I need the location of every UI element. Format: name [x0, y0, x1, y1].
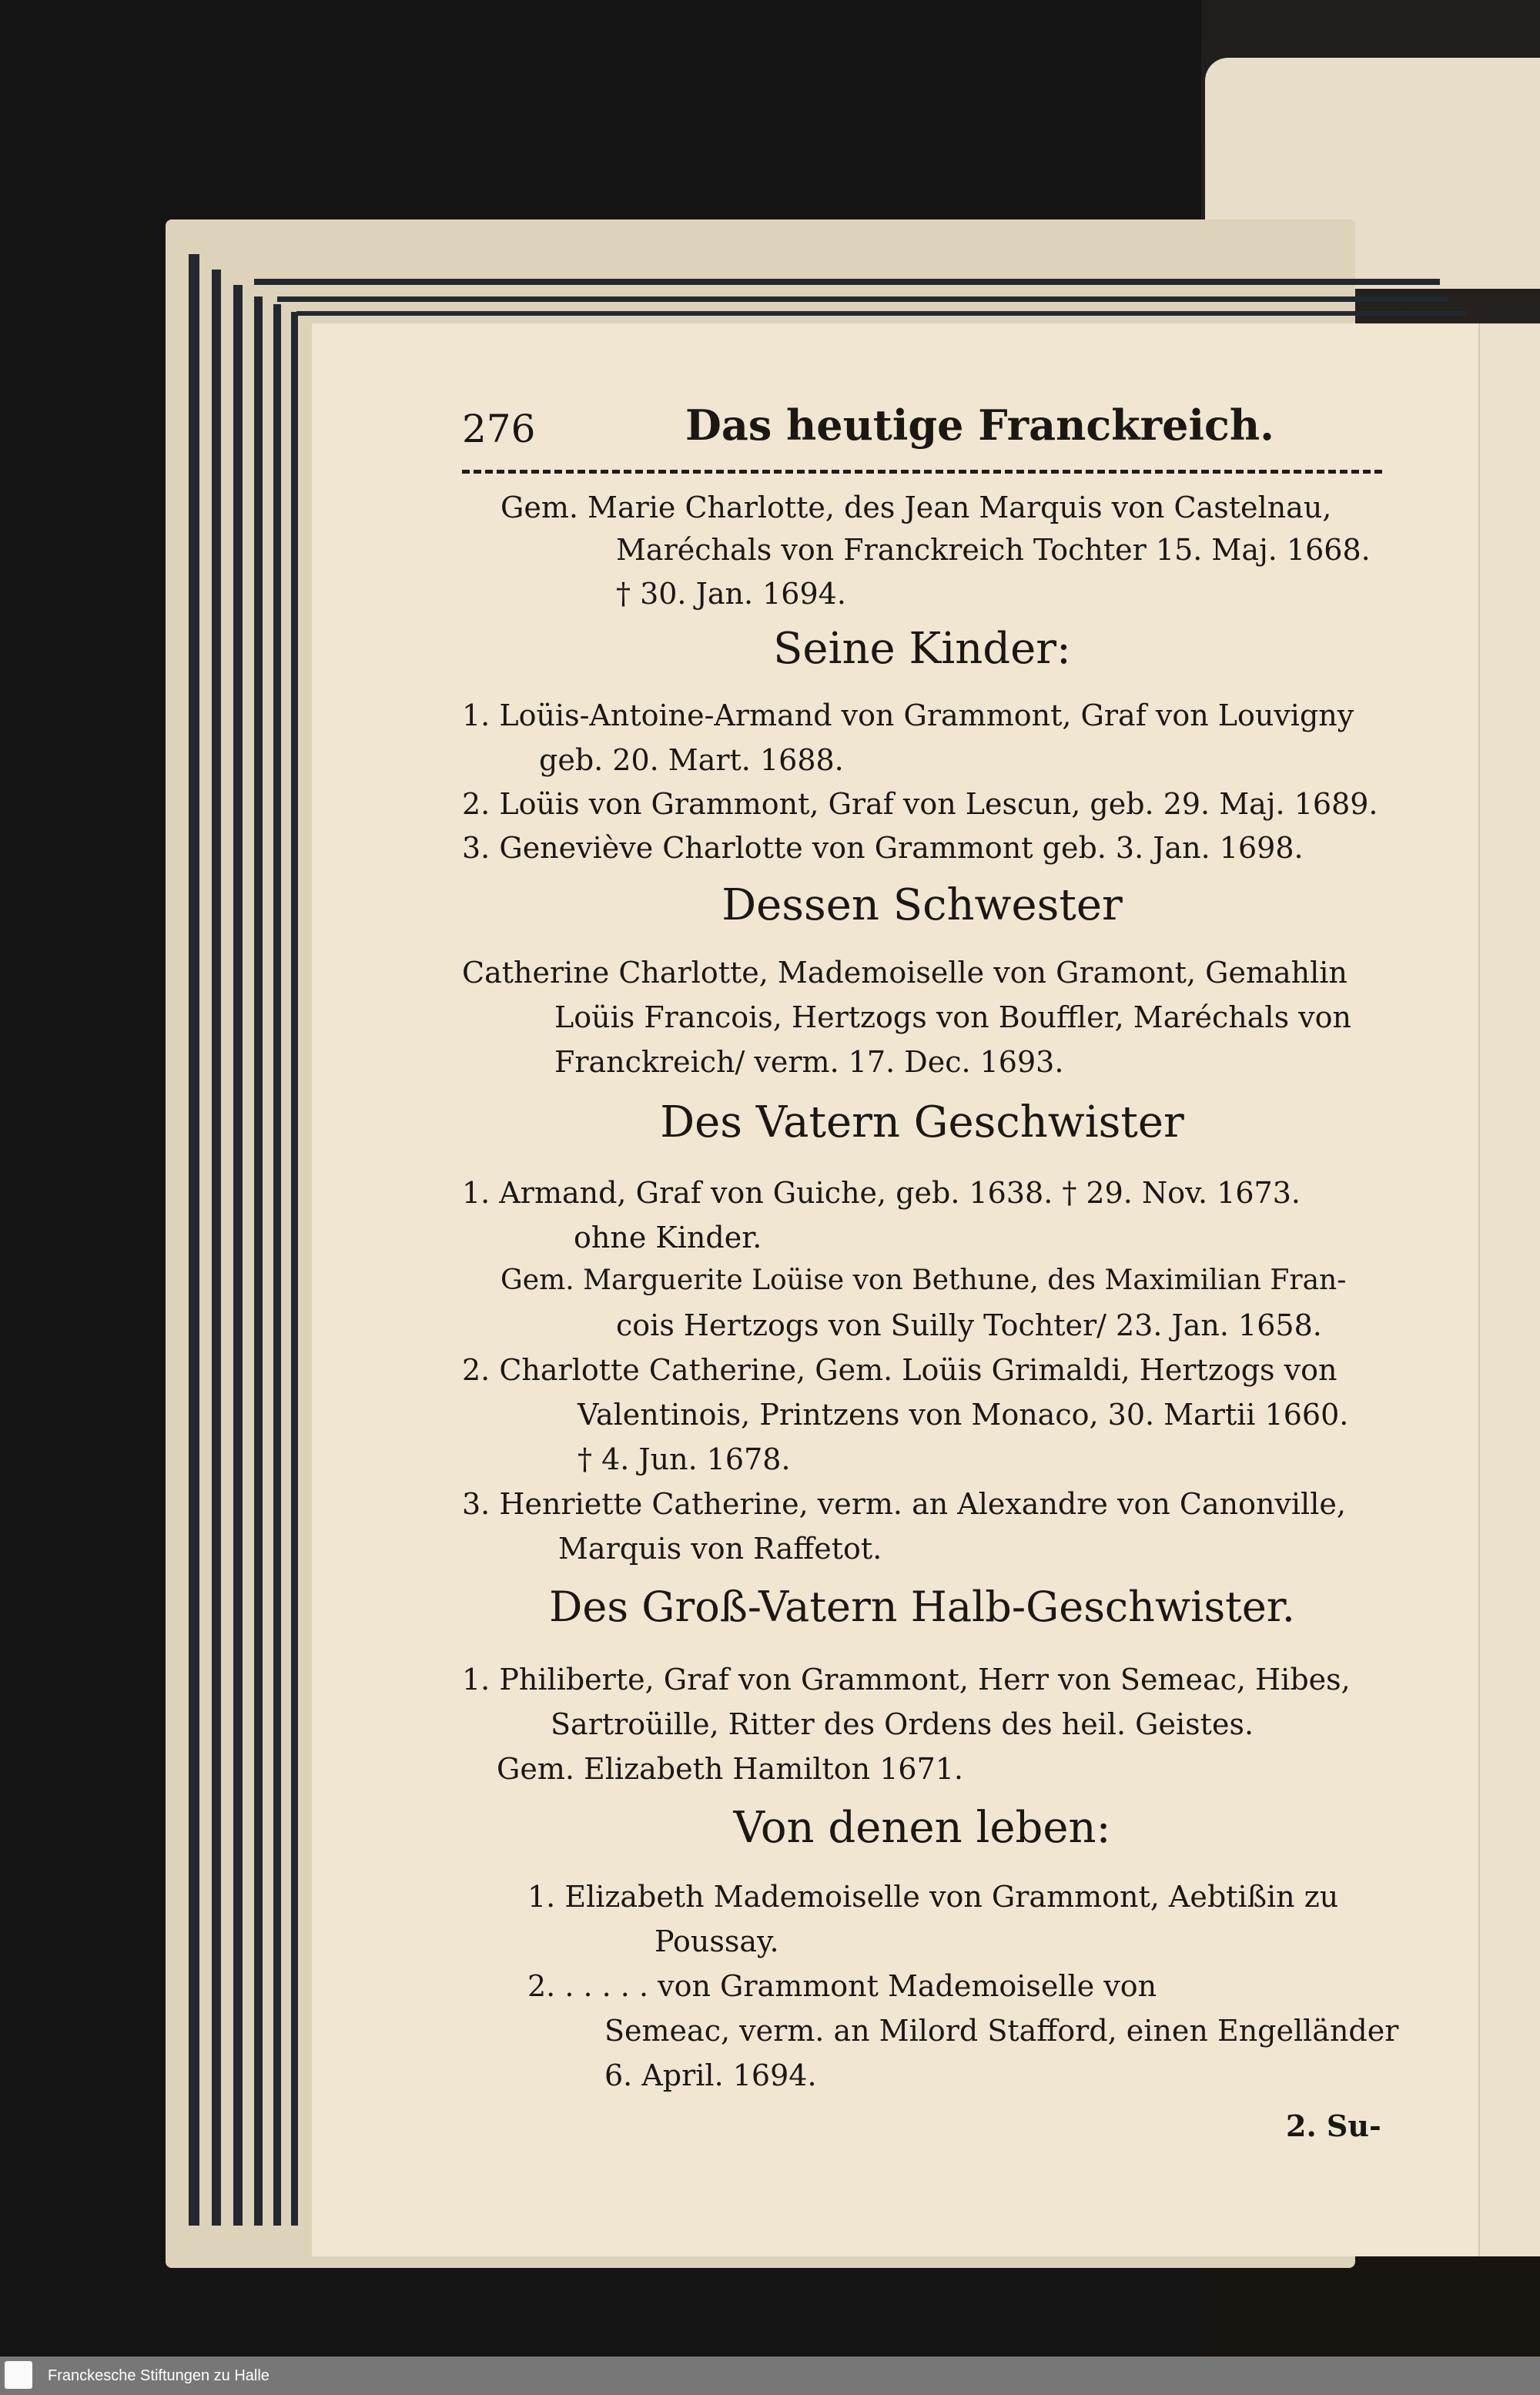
text-line: geb. 20. Mart. 1688.	[539, 743, 844, 777]
page-edge	[254, 296, 263, 2226]
text-line: Gem. Marguerite Loüise von Bethune, des Maximilian Fran-	[500, 1264, 1347, 1296]
text-line: ohne Kinder.	[574, 1221, 762, 1254]
text-line: Loüis Francois, Hertzogs von Bouffler, Maréchals von	[554, 1000, 1351, 1034]
catchword: 2. Su-	[1286, 2109, 1381, 2143]
text-line: † 30. Jan. 1694.	[616, 577, 846, 611]
page-edge	[254, 279, 1440, 285]
book-page	[312, 323, 1478, 2256]
text-line: 1. Elizabeth Mademoiselle von Grammont, Aebtißin zu	[527, 1880, 1339, 1914]
text-line: cois Hertzogs von Suilly Tochter/ 23. Jan. 1658.	[616, 1308, 1322, 1342]
page-number: 276	[462, 407, 536, 451]
text-line: Sartroüille, Ritter des Ordens des heil. Geistes.	[551, 1707, 1254, 1741]
page-edge	[212, 270, 221, 2226]
text-line: Maréchals von Franckreich Tochter 15. Maj. 1668.	[616, 533, 1371, 567]
section-heading: Dessen Schwester	[721, 880, 1123, 930]
text-line: Marquis von Raffetot.	[558, 1532, 882, 1566]
text-line: Semeac, verm. an Milord Stafford, einen Engelländer	[604, 2014, 1399, 2048]
text-line: † 4. Jun. 1678.	[578, 1442, 791, 1476]
footer-institution: Franckesche Stiftungen zu Halle	[48, 2367, 270, 2384]
section-heading: Seine Kinder:	[773, 624, 1071, 674]
header-rule	[462, 470, 1382, 474]
section-heading: Des Vatern Geschwister	[660, 1097, 1184, 1147]
text-line: 2. Charlotte Catherine, Gem. Loüis Grimaldi, Hertzogs von	[462, 1353, 1337, 1387]
text-line: Franckreich/ verm. 17. Dec. 1693.	[554, 1045, 1064, 1079]
text-line: Gem. Marie Charlotte, des Jean Marquis von Castelnau,	[500, 491, 1332, 524]
text-line: Poussay.	[654, 1924, 779, 1958]
text-line: Catherine Charlotte, Mademoiselle von Gramont, Gemahlin	[462, 956, 1348, 990]
text-line: 3. Henriette Catherine, verm. an Alexandre von Canonville,	[462, 1487, 1346, 1521]
text-line: 3. Geneviève Charlotte von Grammont geb. 3. Jan. 1698.	[462, 831, 1304, 865]
page-edge	[277, 296, 1448, 302]
text-line: Valentinois, Printzens von Monaco, 30. Martii 1660.	[578, 1398, 1349, 1432]
section-heading: Des Groß-Vatern Halb-Geschwister.	[549, 1583, 1295, 1631]
institution-logo-icon	[5, 2361, 32, 2389]
text-line: 1. Philiberte, Graf von Grammont, Herr von Semeac, Hibes,	[462, 1663, 1351, 1697]
text-line: 1. Loüis-Antoine-Armand von Grammont, Graf von Louvigny	[462, 698, 1354, 732]
page-edge	[273, 304, 281, 2226]
section-heading: Von denen leben:	[733, 1803, 1111, 1853]
running-title: Das heutige Franckreich.	[685, 400, 1274, 450]
text-line: Gem. Elizabeth Hamilton 1671.	[497, 1752, 964, 1786]
text-line: 6. April. 1694.	[604, 2058, 817, 2092]
text-line: 2. . . . . . von Grammont Mademoiselle von	[527, 1969, 1157, 2003]
text-line: 1. Armand, Graf von Guiche, geb. 1638. † 29. Nov. 1673.	[462, 1176, 1301, 1210]
page-edge	[291, 312, 298, 2226]
page-edge	[189, 254, 199, 2226]
facing-page-edge	[1478, 323, 1540, 2256]
page-edge	[296, 311, 1467, 316]
page-edge	[233, 285, 243, 2226]
text-line: 2. Loüis von Grammont, Graf von Lescun, geb. 29. Maj. 1689.	[462, 787, 1378, 821]
